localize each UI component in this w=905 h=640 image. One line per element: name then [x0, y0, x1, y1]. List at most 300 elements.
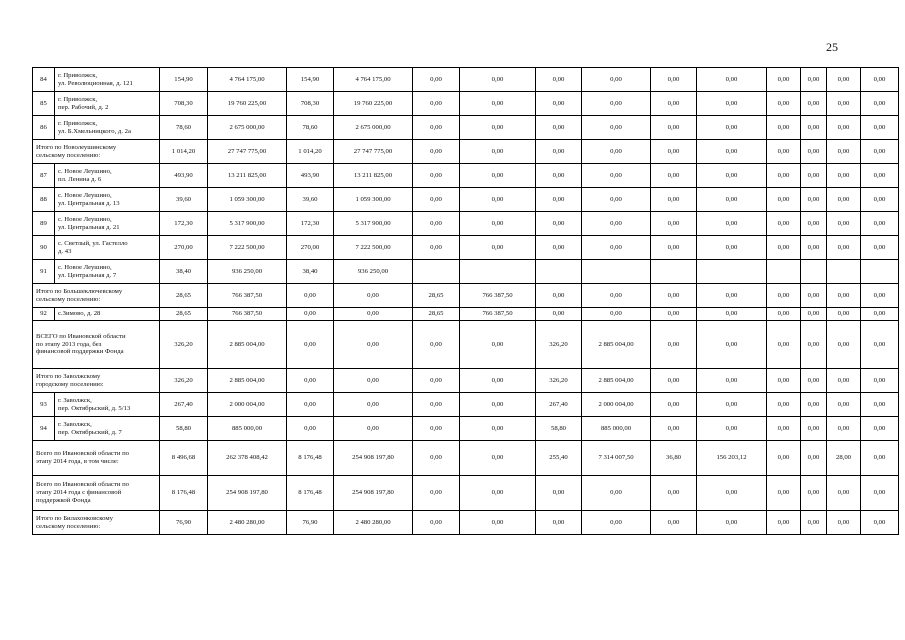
- total-label-line: ВСЕГО по Ивановской области: [36, 332, 126, 340]
- value-cell: 0,00: [460, 164, 536, 188]
- value-cell: 0,00: [460, 393, 536, 417]
- value-cell: 0,00: [767, 212, 801, 236]
- value-cell: 0,00: [651, 116, 697, 140]
- value-cell: 0,00: [827, 369, 861, 393]
- value-cell: 2 675 000,00: [334, 116, 413, 140]
- value-cell: 28,65: [413, 284, 460, 308]
- row-number-cell: 87: [33, 164, 55, 188]
- value-cell: 0,00: [697, 116, 767, 140]
- value-cell: 0,00: [767, 308, 801, 321]
- total-label-cell: [33, 369, 160, 393]
- value-cell: 0,00: [287, 308, 334, 321]
- value-cell: 0,00: [287, 321, 334, 369]
- value-cell: 78,60: [160, 116, 208, 140]
- value-cell: 2 885 004,00: [208, 321, 287, 369]
- value-cell: 0,00: [827, 68, 861, 92]
- value-cell: 936 250,00: [208, 260, 287, 284]
- value-cell: 0,00: [651, 236, 697, 260]
- value-cell: 0,00: [582, 236, 651, 260]
- address-cell: [55, 68, 160, 92]
- value-cell: 0,00: [460, 236, 536, 260]
- value-cell: 0,00: [582, 68, 651, 92]
- value-cell: 0,00: [767, 92, 801, 116]
- value-cell: 76,90: [160, 511, 208, 535]
- value-cell: [767, 260, 801, 284]
- value-cell: 0,00: [801, 116, 827, 140]
- value-cell: 0,00: [651, 511, 697, 535]
- value-cell: 1 014,20: [287, 140, 334, 164]
- total-label-line: этапу 2014 года, в том числе:: [36, 458, 119, 465]
- total-label-line: городскому поселению:: [36, 380, 104, 388]
- value-cell: 708,30: [287, 92, 334, 116]
- value-cell: 0,00: [861, 188, 899, 212]
- value-cell: 0,00: [827, 140, 861, 164]
- value-cell: 270,00: [287, 236, 334, 260]
- value-cell: 4 764 175,00: [334, 68, 413, 92]
- total-label-line: сельскому поселению:: [36, 151, 101, 159]
- value-cell: 493,90: [160, 164, 208, 188]
- address-line: г. Приволжск,: [58, 119, 98, 127]
- value-cell: 2 675 000,00: [208, 116, 287, 140]
- table-row: [33, 393, 899, 417]
- value-cell: 0,00: [697, 369, 767, 393]
- value-cell: 27 747 775,00: [334, 140, 413, 164]
- value-cell: 0,00: [801, 92, 827, 116]
- table-row: [33, 212, 899, 236]
- value-cell: 0,00: [861, 417, 899, 441]
- value-cell: 0,00: [861, 236, 899, 260]
- value-cell: 0,00: [651, 212, 697, 236]
- value-cell: [697, 260, 767, 284]
- row-number-cell: 91: [33, 260, 55, 284]
- value-cell: 13 211 825,00: [208, 164, 287, 188]
- value-cell: [827, 260, 861, 284]
- value-cell: 19 760 225,00: [208, 92, 287, 116]
- value-cell: 0,00: [827, 308, 861, 321]
- value-cell: 2 885 004,00: [582, 321, 651, 369]
- value-cell: 78,60: [287, 116, 334, 140]
- value-cell: [536, 260, 582, 284]
- value-cell: 8 176,48: [287, 476, 334, 511]
- value-cell: 0,00: [287, 284, 334, 308]
- value-cell: 0,00: [767, 140, 801, 164]
- value-cell: 766 387,50: [460, 284, 536, 308]
- value-cell: 2 000 004,00: [208, 393, 287, 417]
- value-cell: 0,00: [582, 284, 651, 308]
- value-cell: 0,00: [460, 417, 536, 441]
- value-cell: 0,00: [413, 188, 460, 212]
- value-cell: 255,40: [536, 441, 582, 476]
- value-cell: 0,00: [801, 140, 827, 164]
- value-cell: 0,00: [827, 188, 861, 212]
- value-cell: 0,00: [861, 140, 899, 164]
- value-cell: 0,00: [413, 68, 460, 92]
- table-total-row: [33, 476, 899, 511]
- value-cell: 0,00: [801, 441, 827, 476]
- value-cell: 0,00: [460, 321, 536, 369]
- value-cell: 0,00: [861, 212, 899, 236]
- value-cell: 254 908 197,80: [334, 476, 413, 511]
- total-label-line: Итого по Новолеушинскому: [36, 143, 117, 151]
- total-label-line: Итого по Билахонковскому: [36, 514, 113, 522]
- value-cell: 0,00: [861, 476, 899, 511]
- value-cell: 885 000,00: [208, 417, 287, 441]
- value-cell: 0,00: [536, 476, 582, 511]
- value-cell: 326,20: [536, 369, 582, 393]
- value-cell: 267,40: [536, 393, 582, 417]
- row-number-cell: 86: [33, 116, 55, 140]
- value-cell: 0,00: [460, 188, 536, 212]
- value-cell: 0,00: [801, 476, 827, 511]
- address-line: с. Новое Леушино,: [58, 167, 112, 175]
- value-cell: 0,00: [651, 321, 697, 369]
- value-cell: 0,00: [460, 369, 536, 393]
- value-cell: 0,00: [861, 393, 899, 417]
- value-cell: 0,00: [767, 321, 801, 369]
- address-line: с. Новое Леушино,: [58, 215, 112, 223]
- value-cell: 0,00: [460, 511, 536, 535]
- value-cell: 0,00: [801, 417, 827, 441]
- value-cell: 0,00: [861, 369, 899, 393]
- value-cell: 0,00: [651, 369, 697, 393]
- value-cell: 1 059 300,00: [208, 188, 287, 212]
- table-row: [33, 116, 899, 140]
- table-total-row: [33, 321, 899, 369]
- value-cell: 0,00: [827, 212, 861, 236]
- value-cell: 0,00: [697, 476, 767, 511]
- total-label-line: сельскому поселению:: [36, 295, 101, 303]
- value-cell: 8 176,48: [287, 441, 334, 476]
- value-cell: 0,00: [697, 164, 767, 188]
- value-cell: 1 014,20: [160, 140, 208, 164]
- value-cell: [460, 260, 536, 284]
- value-cell: 254 908 197,80: [334, 441, 413, 476]
- value-cell: 0,00: [460, 68, 536, 92]
- value-cell: 0,00: [413, 476, 460, 511]
- value-cell: 885 000,00: [582, 417, 651, 441]
- value-cell: 0,00: [536, 92, 582, 116]
- value-cell: 0,00: [582, 476, 651, 511]
- value-cell: 0,00: [413, 140, 460, 164]
- value-cell: 13 211 825,00: [334, 164, 413, 188]
- total-label-line: сельскому поселению:: [36, 522, 101, 530]
- row-number-cell: 84: [33, 68, 55, 92]
- value-cell: 0,00: [287, 369, 334, 393]
- table-row: [33, 68, 899, 92]
- value-cell: 0,00: [651, 164, 697, 188]
- value-cell: 0,00: [861, 68, 899, 92]
- value-cell: 7 222 500,00: [334, 236, 413, 260]
- value-cell: 0,00: [827, 236, 861, 260]
- value-cell: 0,00: [697, 511, 767, 535]
- address-line: с. Светлый, ул. Гастелло: [58, 239, 128, 247]
- value-cell: 0,00: [697, 236, 767, 260]
- value-cell: 0,00: [801, 369, 827, 393]
- address-line: с. Новое Леушино,: [58, 191, 112, 199]
- value-cell: 0,00: [767, 116, 801, 140]
- value-cell: 0,00: [582, 308, 651, 321]
- value-cell: 27 747 775,00: [208, 140, 287, 164]
- value-cell: 0,00: [582, 188, 651, 212]
- value-cell: 154,90: [287, 68, 334, 92]
- value-cell: 0,00: [413, 212, 460, 236]
- value-cell: 0,00: [697, 140, 767, 164]
- value-cell: 0,00: [582, 212, 651, 236]
- value-cell: 267,40: [160, 393, 208, 417]
- value-cell: 0,00: [582, 92, 651, 116]
- address-line: г. Приволжск,: [58, 95, 98, 103]
- address-line: пер. Рабочий, д. 2: [58, 103, 109, 111]
- value-cell: 0,00: [413, 369, 460, 393]
- value-cell: 0,00: [334, 369, 413, 393]
- data-table: [32, 67, 899, 535]
- value-cell: 0,00: [651, 308, 697, 321]
- total-label-cell: [33, 511, 160, 535]
- value-cell: 0,00: [827, 476, 861, 511]
- value-cell: 0,00: [536, 68, 582, 92]
- value-cell: 493,90: [287, 164, 334, 188]
- value-cell: [582, 260, 651, 284]
- value-cell: 326,20: [160, 321, 208, 369]
- value-cell: 0,00: [767, 369, 801, 393]
- value-cell: 326,20: [160, 369, 208, 393]
- value-cell: 0,00: [697, 284, 767, 308]
- value-cell: 0,00: [651, 188, 697, 212]
- value-cell: 0,00: [697, 92, 767, 116]
- value-cell: 0,00: [801, 68, 827, 92]
- value-cell: 0,00: [767, 236, 801, 260]
- address-line: ул. Революционная, д. 121: [58, 79, 133, 87]
- value-cell: 0,00: [582, 164, 651, 188]
- value-cell: 0,00: [582, 116, 651, 140]
- value-cell: 0,00: [827, 284, 861, 308]
- table-total-row: [33, 511, 899, 535]
- value-cell: 0,00: [801, 164, 827, 188]
- table-total-row: [33, 140, 899, 164]
- value-cell: 39,60: [287, 188, 334, 212]
- total-label-cell: [33, 140, 160, 164]
- value-cell: 0,00: [651, 393, 697, 417]
- value-cell: [651, 260, 697, 284]
- value-cell: 28,65: [160, 308, 208, 321]
- total-label-line: Итого по Заволжскому: [36, 372, 101, 380]
- value-cell: 0,00: [460, 212, 536, 236]
- value-cell: 0,00: [334, 321, 413, 369]
- value-cell: 0,00: [334, 284, 413, 308]
- value-cell: 0,00: [861, 92, 899, 116]
- value-cell: 0,00: [460, 116, 536, 140]
- value-cell: 936 250,00: [334, 260, 413, 284]
- value-cell: 0,00: [651, 284, 697, 308]
- value-cell: 0,00: [767, 417, 801, 441]
- value-cell: 0,00: [413, 417, 460, 441]
- address-cell: [55, 116, 160, 140]
- total-label-cell: [33, 284, 160, 308]
- value-cell: 0,00: [460, 476, 536, 511]
- value-cell: 2 000 004,00: [582, 393, 651, 417]
- row-number-cell: 88: [33, 188, 55, 212]
- value-cell: 0,00: [801, 188, 827, 212]
- value-cell: 28,65: [413, 308, 460, 321]
- value-cell: 0,00: [767, 441, 801, 476]
- value-cell: [413, 260, 460, 284]
- value-cell: 58,80: [536, 417, 582, 441]
- address-line: г. Заволжск,: [58, 420, 92, 428]
- address-cell: [55, 236, 160, 260]
- address-line: пер. Октябрьский, д. 7: [58, 428, 122, 436]
- total-label-line: по этапу 2013 года, без: [36, 340, 102, 348]
- value-cell: 36,80: [651, 441, 697, 476]
- value-cell: 1 059 300,00: [334, 188, 413, 212]
- value-cell: 38,40: [287, 260, 334, 284]
- value-cell: 0,00: [536, 212, 582, 236]
- total-label-line: поддержкой Фонда: [36, 496, 91, 504]
- value-cell: 0,00: [801, 308, 827, 321]
- value-cell: 0,00: [536, 511, 582, 535]
- total-label-line: Всего по Ивановской области по: [36, 450, 129, 458]
- value-cell: 0,00: [697, 188, 767, 212]
- value-cell: 0,00: [413, 164, 460, 188]
- value-cell: 5 317 900,00: [334, 212, 413, 236]
- table-row: [33, 92, 899, 116]
- total-label-line: Итого по Большеключевскому: [36, 287, 123, 295]
- table-total-row: [33, 441, 899, 476]
- value-cell: 0,00: [536, 116, 582, 140]
- value-cell: 0,00: [582, 511, 651, 535]
- value-cell: 0,00: [413, 441, 460, 476]
- total-label-line: этапу 2014 года с финансовой: [36, 489, 122, 497]
- table-row: [33, 417, 899, 441]
- value-cell: 76,90: [287, 511, 334, 535]
- total-label-cell: [33, 476, 160, 511]
- address-cell: [55, 164, 160, 188]
- total-label-line: Всего по Ивановской области по: [36, 481, 129, 489]
- table-row: [33, 308, 899, 321]
- value-cell: 766 387,50: [208, 284, 287, 308]
- total-label-line: финансовой поддержки Фонда: [36, 348, 124, 356]
- page-number: 25: [826, 40, 838, 54]
- value-cell: 58,80: [160, 417, 208, 441]
- address-line: с.Зимово, д. 28: [58, 310, 101, 318]
- value-cell: 0,00: [697, 212, 767, 236]
- value-cell: 0,00: [413, 236, 460, 260]
- value-cell: 0,00: [536, 140, 582, 164]
- address-line: д. 43: [58, 247, 72, 255]
- address-cell: [55, 417, 160, 441]
- value-cell: 0,00: [287, 393, 334, 417]
- value-cell: 28,00: [827, 441, 861, 476]
- value-cell: 0,00: [767, 476, 801, 511]
- value-cell: 0,00: [861, 321, 899, 369]
- value-cell: 262 378 408,42: [208, 441, 287, 476]
- value-cell: 0,00: [460, 140, 536, 164]
- value-cell: 0,00: [801, 393, 827, 417]
- value-cell: 0,00: [801, 236, 827, 260]
- value-cell: 0,00: [460, 92, 536, 116]
- value-cell: 0,00: [697, 321, 767, 369]
- table-row: [33, 188, 899, 212]
- value-cell: 0,00: [697, 68, 767, 92]
- value-cell: 0,00: [536, 284, 582, 308]
- value-cell: 2 885 004,00: [582, 369, 651, 393]
- value-cell: 0,00: [767, 164, 801, 188]
- value-cell: 0,00: [827, 417, 861, 441]
- value-cell: 0,00: [287, 417, 334, 441]
- value-cell: 4 764 175,00: [208, 68, 287, 92]
- value-cell: 0,00: [413, 92, 460, 116]
- value-cell: 0,00: [801, 511, 827, 535]
- value-cell: 0,00: [697, 393, 767, 417]
- value-cell: 8 496,68: [160, 441, 208, 476]
- row-number-cell: 92: [33, 308, 55, 321]
- value-cell: 19 760 225,00: [334, 92, 413, 116]
- value-cell: 0,00: [827, 511, 861, 535]
- value-cell: 0,00: [827, 393, 861, 417]
- value-cell: 0,00: [861, 284, 899, 308]
- value-cell: 766 387,50: [208, 308, 287, 321]
- row-number-cell: 89: [33, 212, 55, 236]
- value-cell: 326,20: [536, 321, 582, 369]
- address-cell: [55, 212, 160, 236]
- value-cell: 0,00: [334, 393, 413, 417]
- address-cell: [55, 188, 160, 212]
- value-cell: 2 480 280,00: [208, 511, 287, 535]
- address-line: ул. Центральная д. 7: [58, 271, 117, 279]
- total-label-cell: [33, 441, 160, 476]
- address-line: ул. Центральная д. 13: [58, 199, 120, 207]
- value-cell: 0,00: [651, 417, 697, 441]
- value-cell: 172,30: [160, 212, 208, 236]
- value-cell: 0,00: [413, 116, 460, 140]
- row-number-cell: 93: [33, 393, 55, 417]
- table-row: [33, 260, 899, 284]
- total-label-cell: [33, 321, 160, 369]
- address-line: г. Заволжск,: [58, 396, 92, 404]
- value-cell: 0,00: [861, 511, 899, 535]
- row-number-cell: 90: [33, 236, 55, 260]
- value-cell: 0,00: [827, 92, 861, 116]
- value-cell: 0,00: [767, 188, 801, 212]
- value-cell: 0,00: [697, 308, 767, 321]
- value-cell: 0,00: [827, 164, 861, 188]
- row-number-cell: 85: [33, 92, 55, 116]
- value-cell: 0,00: [413, 511, 460, 535]
- value-cell: 254 908 197,80: [208, 476, 287, 511]
- value-cell: 156 203,12: [697, 441, 767, 476]
- value-cell: 0,00: [861, 164, 899, 188]
- value-cell: [861, 260, 899, 284]
- address-line: ул. Центральная д. 21: [58, 223, 120, 231]
- value-cell: 0,00: [767, 393, 801, 417]
- value-cell: 270,00: [160, 236, 208, 260]
- value-cell: 708,30: [160, 92, 208, 116]
- address-line: с. Новое Леушино,: [58, 263, 112, 271]
- value-cell: 0,00: [536, 236, 582, 260]
- value-cell: 0,00: [334, 417, 413, 441]
- value-cell: 7 314 007,50: [582, 441, 651, 476]
- table-total-row: [33, 284, 899, 308]
- value-cell: 0,00: [827, 116, 861, 140]
- value-cell: 7 222 500,00: [208, 236, 287, 260]
- value-cell: 0,00: [801, 212, 827, 236]
- value-cell: 0,00: [801, 284, 827, 308]
- address-line: ул. Б.Хмельницкого, д. 2а: [58, 127, 131, 135]
- address-line: г. Приволжск,: [58, 71, 98, 79]
- value-cell: 0,00: [827, 321, 861, 369]
- value-cell: 0,00: [582, 140, 651, 164]
- value-cell: 0,00: [861, 308, 899, 321]
- address-cell: [55, 308, 160, 321]
